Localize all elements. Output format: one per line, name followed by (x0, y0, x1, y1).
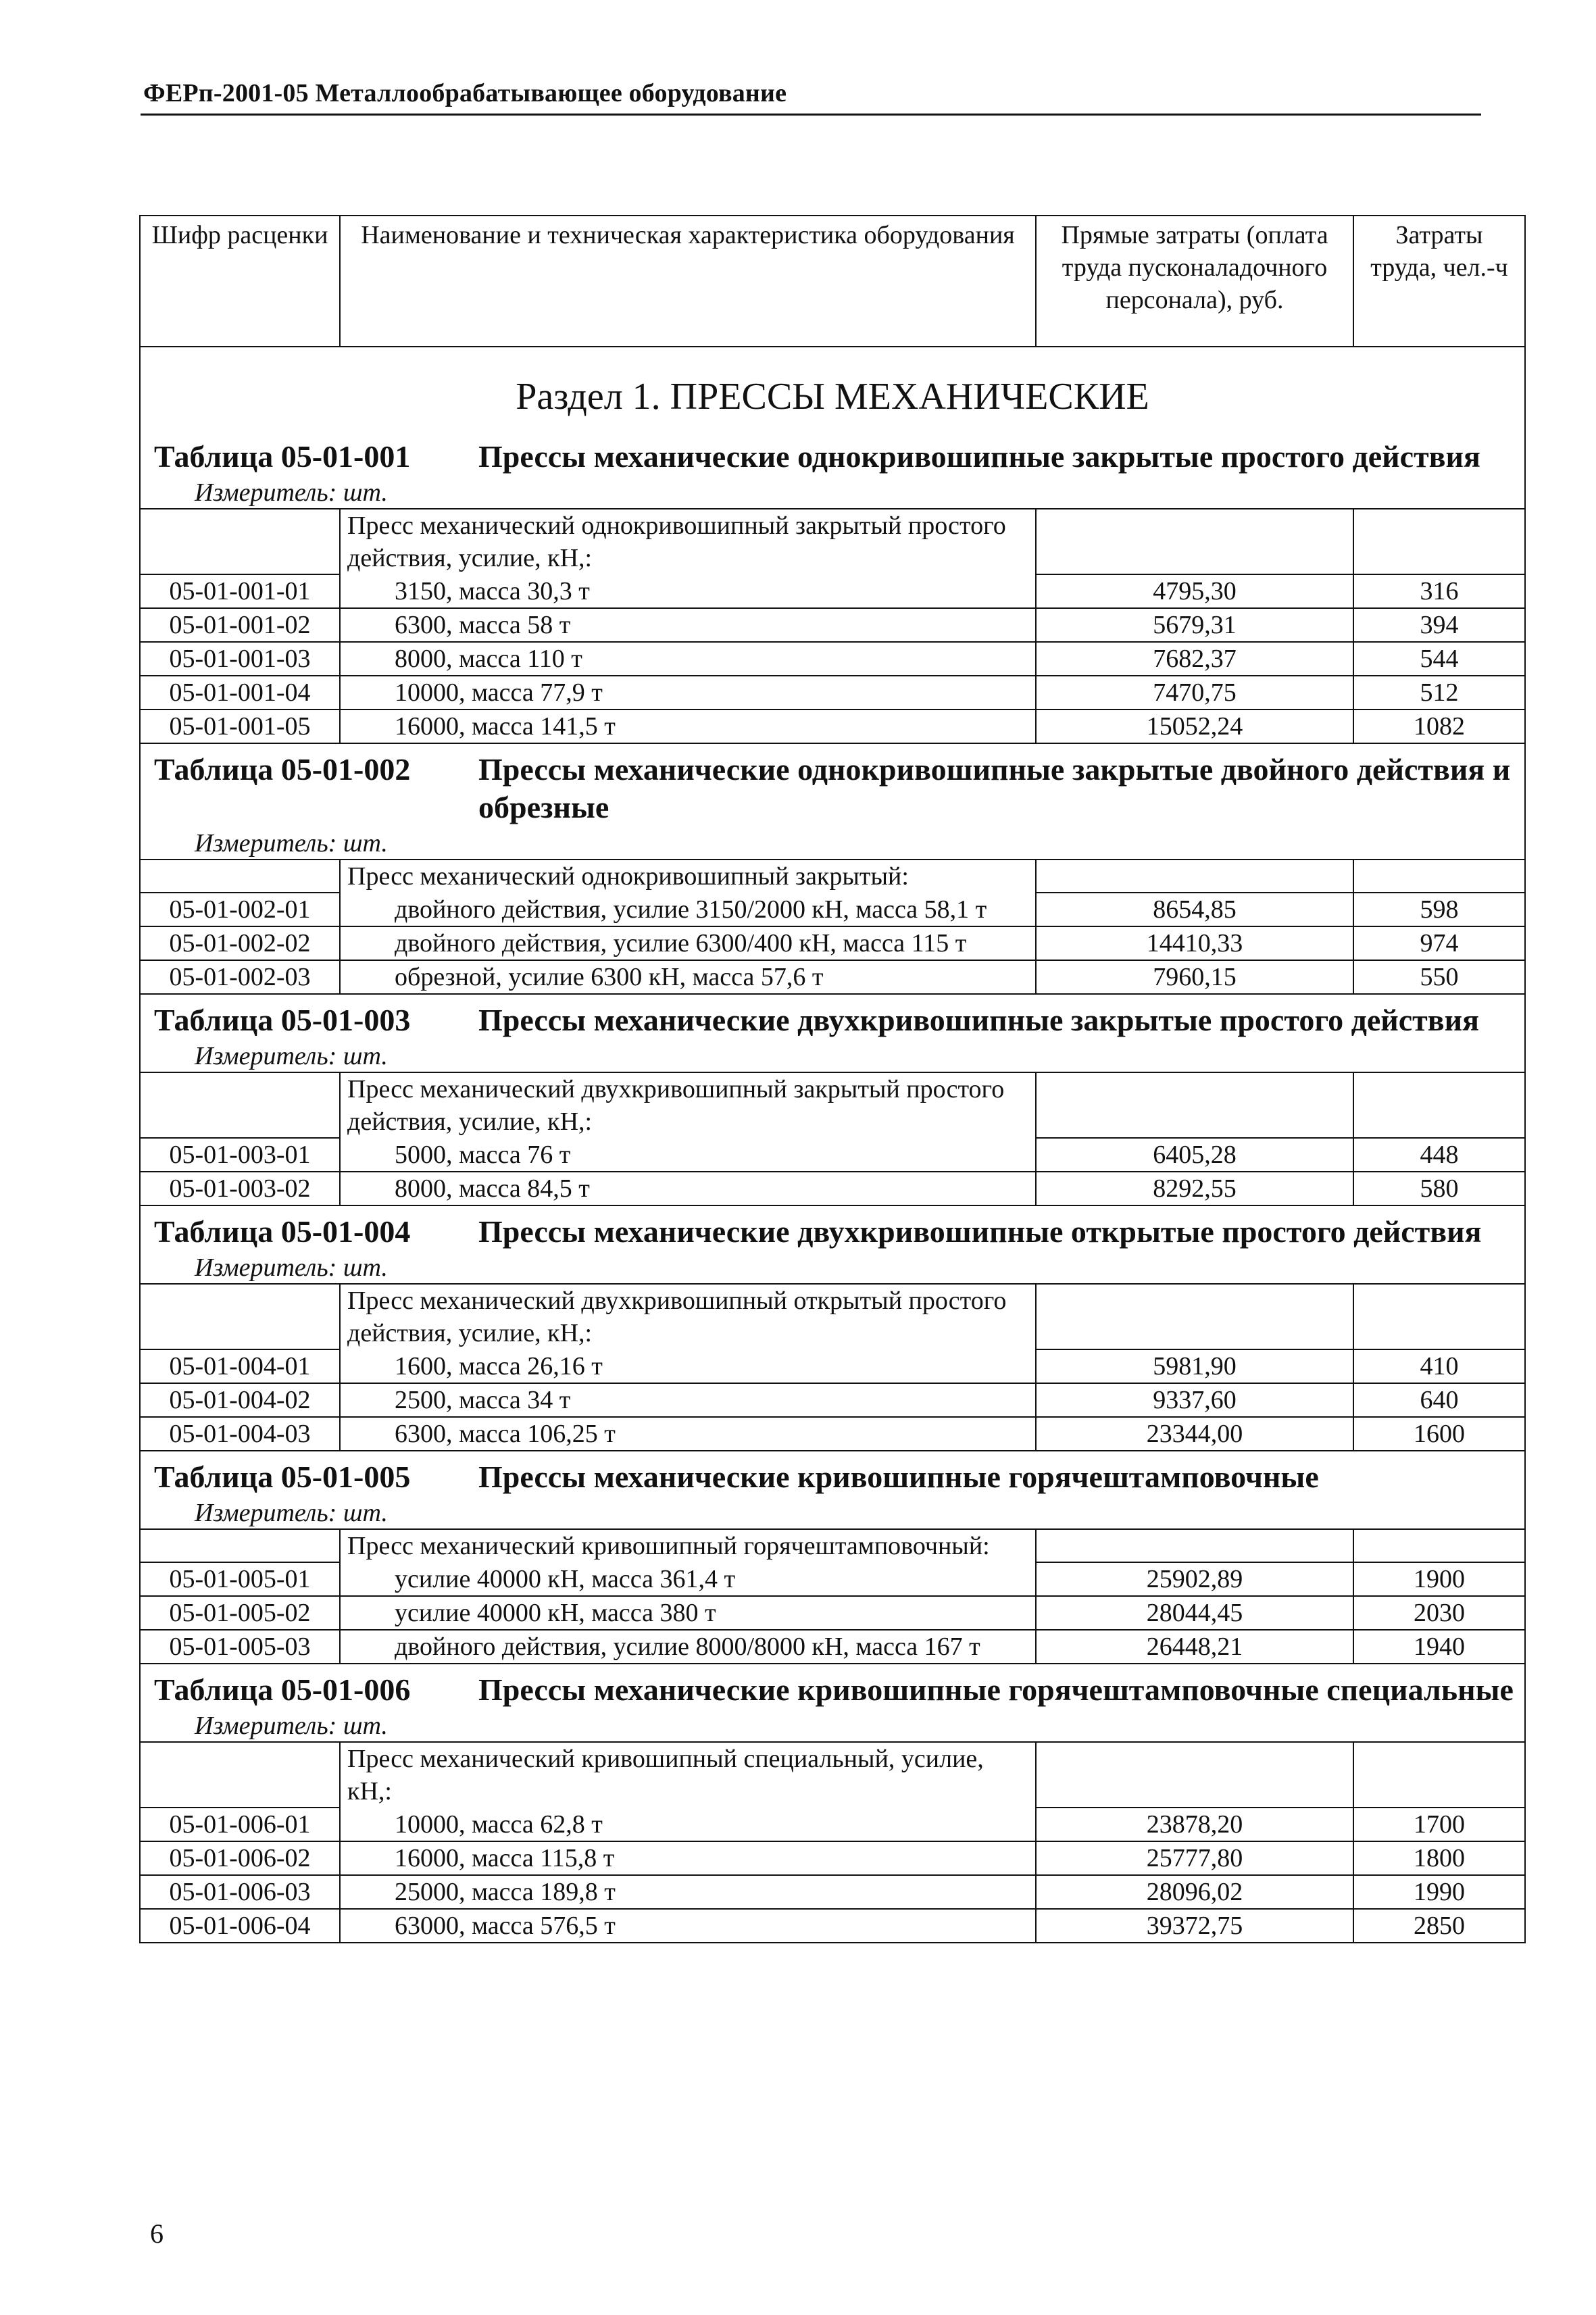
group-code-cell (140, 1529, 340, 1562)
row-labor: 316 (1353, 574, 1525, 608)
group-row (140, 509, 1525, 574)
group-description: Пресс механический однокривошипный закрытый простого действия, усилие, кН,: (340, 509, 1036, 574)
row-code: 05-01-001-01 (140, 574, 340, 608)
group-description: Пресс механический двухкривошипный закрытый простого действия, усилие, кН,: (340, 1072, 1036, 1138)
row-cost: 15052,24 (1036, 710, 1353, 743)
group-cost-cell (1036, 1072, 1353, 1138)
row-code: 05-01-005-02 (140, 1596, 340, 1630)
table-title (141, 1451, 1524, 1496)
row-name-text: 25000, масса 189,8 т (395, 1878, 616, 1906)
row-labor: 1600 (1353, 1417, 1525, 1451)
table-id: Таблица 05-01-002 (154, 752, 411, 787)
row-name (340, 574, 1036, 608)
group-cost-cell (1036, 1529, 1353, 1562)
table-row (140, 1596, 1525, 1630)
meter-label: Измеритель: шт. (195, 478, 388, 507)
header-rule (141, 114, 1481, 116)
group-row (140, 860, 1525, 893)
table-row (140, 1808, 1525, 1841)
group-description: Пресс механический двухкривошипный открытый простого действия, усилие, кН,: (340, 1284, 1036, 1349)
group-code-cell (140, 1072, 340, 1138)
row-code: 05-01-004-02 (140, 1383, 340, 1417)
row-name (340, 710, 1036, 743)
row-cost: 7470,75 (1036, 676, 1353, 710)
row-name-text: 3150, масса 30,3 т (395, 577, 590, 605)
table-row (140, 1349, 1525, 1383)
row-name-text: 8000, масса 84,5 т (395, 1174, 590, 1203)
row-cost: 6405,28 (1036, 1138, 1353, 1172)
row-name (340, 1875, 1036, 1909)
column-header-row (140, 216, 1525, 347)
row-name (340, 1808, 1036, 1841)
row-labor: 1990 (1353, 1875, 1525, 1909)
row-name (340, 1172, 1036, 1205)
row-labor: 598 (1353, 893, 1525, 926)
row-name (340, 676, 1036, 710)
row-cost: 5981,90 (1036, 1349, 1353, 1383)
row-cost: 25902,89 (1036, 1562, 1353, 1596)
group-description: Пресс механический кривошипный горячештамповочный: (340, 1529, 1036, 1562)
row-code: 05-01-002-02 (140, 926, 340, 960)
row-name-text: двойного действия, усилие 6300/400 кН, масса 115 т (395, 929, 967, 957)
table-id: Таблица 05-01-006 (154, 1672, 411, 1707)
table-row (140, 1875, 1525, 1909)
table-title-row (140, 743, 1525, 860)
section-title: Раздел 1. ПРЕССЫ МЕХАНИЧЕСКИЕ (516, 376, 1149, 418)
table-row (140, 642, 1525, 676)
table-name: Прессы механические однокривошипные закрытые двойного действия и обрезные (478, 752, 1511, 824)
table-name: Прессы механические двухкривошипные закрытые простого действия (478, 1003, 1480, 1037)
row-code: 05-01-005-01 (140, 1562, 340, 1596)
group-labor-cell (1353, 509, 1525, 574)
row-labor: 2850 (1353, 1909, 1525, 1943)
row-code: 05-01-004-03 (140, 1417, 340, 1451)
row-cost: 23878,20 (1036, 1808, 1353, 1841)
row-name (340, 642, 1036, 676)
table-title (141, 1664, 1524, 1709)
table-name: Прессы механические кривошипные горячештамповочные специальные (478, 1672, 1514, 1707)
row-name (340, 893, 1036, 926)
row-code: 05-01-006-04 (140, 1909, 340, 1943)
meter-label: Измеритель: шт. (195, 1253, 388, 1282)
group-row (140, 1072, 1525, 1138)
row-cost: 9337,60 (1036, 1383, 1353, 1417)
group-cost-cell (1036, 509, 1353, 574)
table-row (140, 608, 1525, 642)
rates-table-body (140, 347, 1525, 1943)
meter-label: Измеритель: шт. (195, 1499, 388, 1527)
row-labor: 410 (1353, 1349, 1525, 1383)
row-labor: 448 (1353, 1138, 1525, 1172)
group-row (140, 1529, 1525, 1562)
row-cost: 4795,30 (1036, 574, 1353, 608)
table-row (140, 1138, 1525, 1172)
table-id: Таблица 05-01-005 (154, 1460, 411, 1494)
table-row (140, 1841, 1525, 1875)
group-description: Пресс механический однокривошипный закрытый: (340, 860, 1036, 893)
group-code-cell (140, 509, 340, 574)
row-name-text: двойного действия, усилие 3150/2000 кН, масса 58,1 т (395, 895, 987, 924)
meter-label: Измеритель: шт. (195, 1712, 388, 1740)
row-name (340, 960, 1036, 994)
table-row (140, 893, 1525, 926)
row-name-text: усилие 40000 кН, масса 380 т (395, 1599, 716, 1627)
row-code: 05-01-003-02 (140, 1172, 340, 1205)
group-labor-cell (1353, 1742, 1525, 1808)
row-code: 05-01-001-02 (140, 608, 340, 642)
row-name (340, 1909, 1036, 1943)
table-id: Таблица 05-01-003 (154, 1003, 411, 1037)
table-row (140, 1630, 1525, 1664)
table-title (141, 744, 1524, 826)
group-cost-cell (1036, 860, 1353, 893)
group-code-cell (140, 860, 340, 893)
row-name-text: 5000, масса 76 т (395, 1141, 571, 1169)
table-name: Прессы механические однокривошипные закрытые простого действия (478, 439, 1480, 474)
row-labor: 1800 (1353, 1841, 1525, 1875)
table-row (140, 1417, 1525, 1451)
row-cost: 7682,37 (1036, 642, 1353, 676)
group-labor-cell (1353, 860, 1525, 893)
table-row (140, 1562, 1525, 1596)
column-header-name: Наименование и техническая характеристика оборудования (340, 216, 1036, 347)
row-cost: 39372,75 (1036, 1909, 1353, 1943)
table-row (140, 1172, 1525, 1205)
row-labor: 512 (1353, 676, 1525, 710)
row-name (340, 1841, 1036, 1875)
row-name (340, 608, 1036, 642)
section-row (140, 347, 1525, 431)
group-row (140, 1742, 1525, 1808)
table-row (140, 710, 1525, 743)
column-header-labor: Затраты труда, чел.-ч (1353, 216, 1525, 347)
row-code: 05-01-006-03 (140, 1875, 340, 1909)
table-name: Прессы механические кривошипные горячештамповочные (478, 1460, 1319, 1494)
group-row (140, 1284, 1525, 1349)
row-name-text: 6300, масса 58 т (395, 611, 571, 639)
row-labor: 550 (1353, 960, 1525, 994)
row-name-text: усилие 40000 кН, масса 361,4 т (395, 1565, 736, 1593)
row-cost: 5679,31 (1036, 608, 1353, 642)
column-header-code: Шифр расценки (140, 216, 340, 347)
table-title-row (140, 994, 1525, 1072)
row-cost: 25777,80 (1036, 1841, 1353, 1875)
row-name-text: двойного действия, усилие 8000/8000 кН, масса 167 т (395, 1633, 980, 1661)
row-labor: 640 (1353, 1383, 1525, 1417)
group-cost-cell (1036, 1284, 1353, 1349)
row-name (340, 1562, 1036, 1596)
row-name (340, 1383, 1036, 1417)
row-name (340, 1349, 1036, 1383)
group-code-cell (140, 1284, 340, 1349)
group-labor-cell (1353, 1072, 1525, 1138)
group-labor-cell (1353, 1529, 1525, 1562)
table-title-row (140, 1451, 1525, 1529)
row-code: 05-01-006-01 (140, 1808, 340, 1841)
table-name: Прессы механические двухкривошипные открытые простого действия (478, 1214, 1482, 1249)
table-row (140, 926, 1525, 960)
row-code: 05-01-002-01 (140, 893, 340, 926)
row-code: 05-01-005-03 (140, 1630, 340, 1664)
row-name-text: обрезной, усилие 6300 кН, масса 57,6 т (395, 963, 824, 991)
row-cost: 14410,33 (1036, 926, 1353, 960)
meter-label: Измеритель: шт. (195, 829, 388, 857)
table-row (140, 574, 1525, 608)
row-name (340, 926, 1036, 960)
row-cost: 28044,45 (1036, 1596, 1353, 1630)
row-name-text: 63000, масса 576,5 т (395, 1912, 616, 1940)
row-labor: 544 (1353, 642, 1525, 676)
row-name-text: 10000, масса 62,8 т (395, 1810, 603, 1839)
table-row (140, 1909, 1525, 1943)
row-code: 05-01-003-01 (140, 1138, 340, 1172)
table-title-row (140, 1664, 1525, 1742)
table-row (140, 960, 1525, 994)
row-name (340, 1138, 1036, 1172)
row-cost: 8292,55 (1036, 1172, 1353, 1205)
group-description: Пресс механический кривошипный специальный, усилие, кН,: (340, 1742, 1036, 1808)
row-name (340, 1630, 1036, 1664)
row-name-text: 8000, масса 110 т (395, 645, 582, 673)
row-name (340, 1596, 1036, 1630)
row-cost: 8654,85 (1036, 893, 1353, 926)
row-code: 05-01-001-04 (140, 676, 340, 710)
row-name-text: 16000, масса 141,5 т (395, 712, 616, 741)
group-labor-cell (1353, 1284, 1525, 1349)
row-code: 05-01-006-02 (140, 1841, 340, 1875)
row-cost: 26448,21 (1036, 1630, 1353, 1664)
row-name-text: 16000, масса 115,8 т (395, 1844, 615, 1872)
row-code: 05-01-004-01 (140, 1349, 340, 1383)
table-title (141, 995, 1524, 1039)
row-labor: 974 (1353, 926, 1525, 960)
table-title (141, 431, 1524, 476)
table-id: Таблица 05-01-004 (154, 1214, 411, 1249)
row-labor: 580 (1353, 1172, 1525, 1205)
table-id: Таблица 05-01-001 (154, 439, 411, 474)
table-title (141, 1206, 1524, 1251)
row-labor: 1700 (1353, 1808, 1525, 1841)
row-labor: 394 (1353, 608, 1525, 642)
row-cost: 23344,00 (1036, 1417, 1353, 1451)
row-name-text: 6300, масса 106,25 т (395, 1420, 616, 1448)
table-title-row (140, 1205, 1525, 1284)
meter-label: Измеритель: шт. (195, 1042, 388, 1070)
row-cost: 28096,02 (1036, 1875, 1353, 1909)
row-code: 05-01-001-03 (140, 642, 340, 676)
row-labor: 1900 (1353, 1562, 1525, 1596)
table-row (140, 1383, 1525, 1417)
row-labor: 1082 (1353, 710, 1525, 743)
table-row (140, 676, 1525, 710)
column-header-cost: Прямые затраты (оплата труда пусконаладочного персонала), руб. (1036, 216, 1353, 347)
rates-table (139, 215, 1526, 1943)
row-name-text: 10000, масса 77,9 т (395, 678, 603, 707)
page-number: 6 (150, 2218, 164, 2249)
row-cost: 7960,15 (1036, 960, 1353, 994)
row-name (340, 1417, 1036, 1451)
document-header-title: ФЕРп-2001-05 Металлообрабатывающее оборудование (143, 79, 787, 107)
row-labor: 1940 (1353, 1630, 1525, 1664)
group-cost-cell (1036, 1742, 1353, 1808)
group-code-cell (140, 1742, 340, 1808)
table-title-row (140, 431, 1525, 509)
row-name-text: 2500, масса 34 т (395, 1386, 571, 1414)
row-code: 05-01-002-03 (140, 960, 340, 994)
row-code: 05-01-001-05 (140, 710, 340, 743)
row-labor: 2030 (1353, 1596, 1525, 1630)
row-name-text: 1600, масса 26,16 т (395, 1352, 603, 1380)
